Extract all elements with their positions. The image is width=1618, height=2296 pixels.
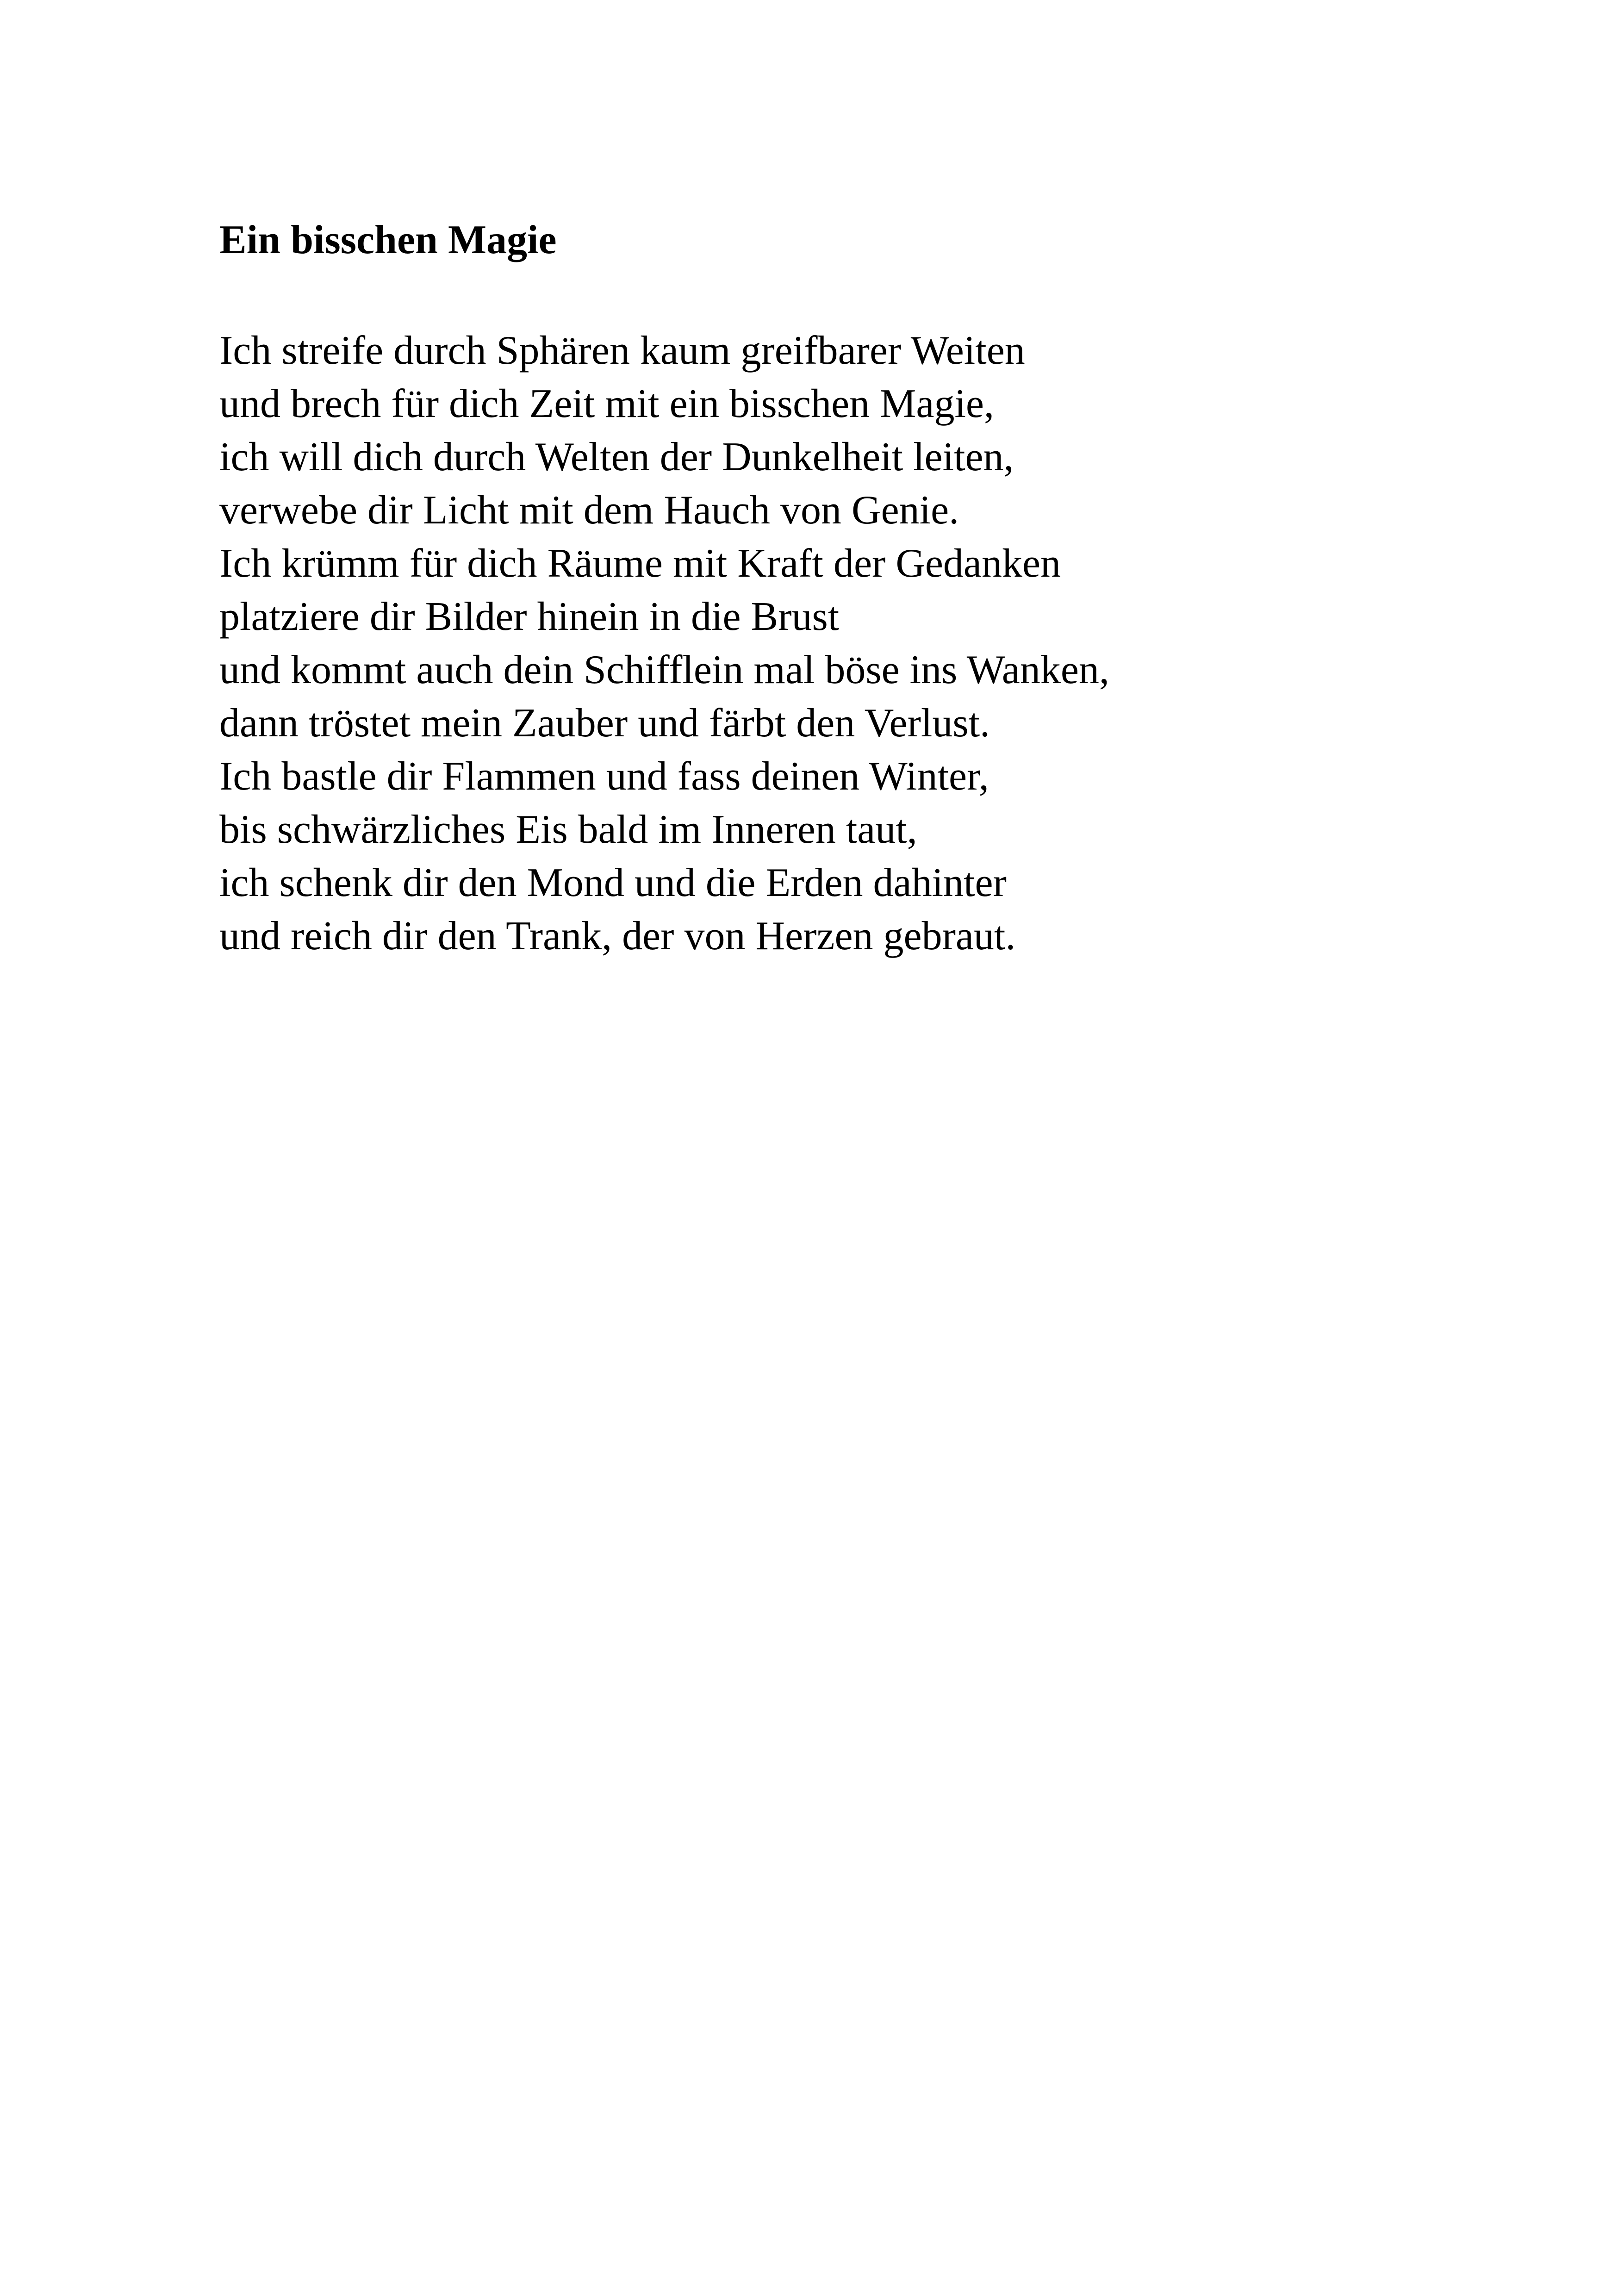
poem-body [219, 324, 1109, 963]
poem-line: verwebe dir Licht mit dem Hauch von Genie. [219, 488, 959, 533]
poem-line: platziere dir Bilder hinein in die Brust [219, 594, 840, 639]
poem-line: dann tröstet mein Zauber und färbt den Verlust. [219, 701, 990, 746]
poem-title: Ein bisschen Magie [219, 218, 557, 262]
poem-line: und kommt auch dein Schifflein mal böse ins Wanken, [219, 647, 1109, 692]
poem-line: Ich krümm für dich Räume mit Kraft der Gedanken [219, 541, 1061, 586]
poem-line: bis schwärzliches Eis bald im Inneren taut, [219, 807, 917, 852]
poem-line: und brech für dich Zeit mit ein bisschen Magie, [219, 381, 994, 426]
poem-line: und reich dir den Trank, der von Herzen gebraut. [219, 914, 1016, 958]
poem-line: Ich bastle dir Flammen und fass deinen Winter, [219, 754, 989, 799]
poem-line: ich will dich durch Welten der Dunkelheit leiten, [219, 435, 1014, 479]
poem-line: ich schenk dir den Mond und die Erden dahinter [219, 860, 1007, 905]
poem-line: Ich streife durch Sphären kaum greifbarer Weiten [219, 328, 1025, 373]
